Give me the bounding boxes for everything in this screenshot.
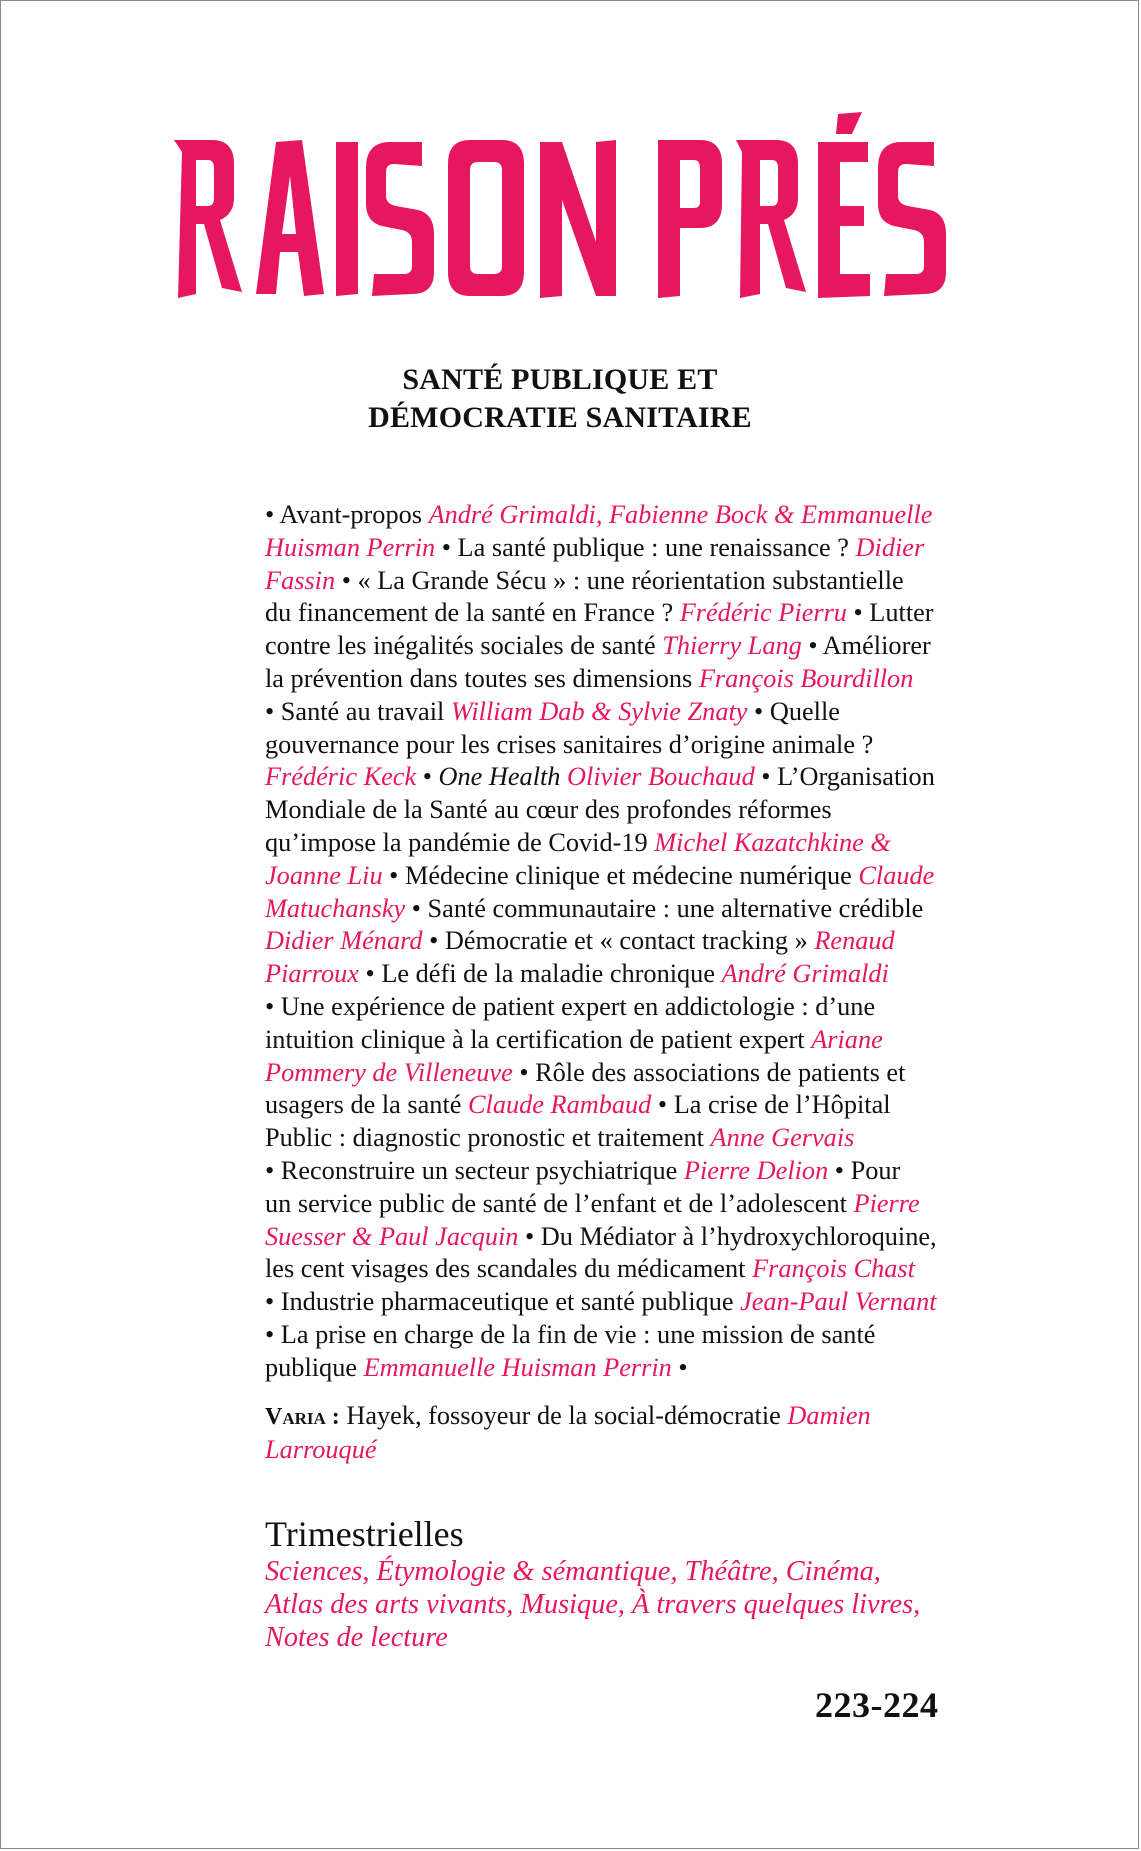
varia-line-2: Larrouqué xyxy=(265,1434,377,1464)
article-text: • Le défi de la maladie chronique xyxy=(358,959,722,989)
contents-line xyxy=(265,860,1025,893)
contents-line xyxy=(265,1319,1025,1352)
article-text: Mondiale de la Santé au cœur des profondes réformes xyxy=(265,795,832,825)
article-text: • Médecine clinique et médecine numérique xyxy=(382,860,859,890)
article-text: • Lutter xyxy=(846,598,934,628)
article-text: • Avant-propos xyxy=(265,500,429,529)
article-author: Pierre Delion xyxy=(683,1155,829,1185)
contents-line xyxy=(265,1188,1025,1221)
article-text: • Quelle xyxy=(747,696,840,726)
article-text: Public : diagnostic pronostic et traitement xyxy=(265,1123,711,1153)
article-text: • La prise en charge de la fin de vie : une mission de santé xyxy=(265,1319,876,1349)
trimestrielles-list xyxy=(265,1556,1065,1654)
article-text: • Une expérience de patient expert en addictologie : d’une xyxy=(265,991,876,1021)
trimestrielles-heading: Trimestrielles xyxy=(265,1514,464,1554)
issue-title-line-2: DÉMOCRATIE SANITAIRE xyxy=(368,401,752,434)
article-text: • La santé publique : une renaissance ? xyxy=(435,532,856,562)
article-text: gouvernance pour les crises sanitaires d’origine animale ? xyxy=(265,729,874,759)
article-author: Olivier Bouchaud xyxy=(567,762,755,792)
article-author: Jean-Paul Vernant xyxy=(740,1287,937,1317)
article-text: la prévention dans toutes ses dimensions xyxy=(265,663,699,693)
article-author: Frédéric Keck xyxy=(265,762,417,792)
article-text: • Reconstruire un secteur psychiatrique xyxy=(265,1155,684,1185)
journal-logo-graphic xyxy=(172,112,972,312)
article-author: Joanne Liu xyxy=(265,860,383,890)
article-author: Suesser & Paul Jacquin xyxy=(265,1221,519,1251)
article-author: Claude Rambaud xyxy=(468,1090,652,1120)
article-author: François Chast xyxy=(752,1254,915,1284)
article-author: Renaud xyxy=(814,926,895,956)
article-text: contre les inégalités sociales de santé xyxy=(265,631,663,661)
article-author: André Grimaldi, Fabienne Bock & Emmanuelle xyxy=(428,500,933,529)
article-text: du financement de la santé en France ? xyxy=(265,598,680,628)
article-author: Emmanuelle Huisman Perrin xyxy=(363,1352,672,1382)
article-text: • Industrie pharmaceutique et santé publique xyxy=(265,1287,741,1317)
article-author: Huisman Perrin xyxy=(265,532,436,562)
contents-line xyxy=(265,1155,1025,1188)
article-text: • « La Grande Sécu » : une réorientation substantielle xyxy=(335,565,904,595)
contents-line xyxy=(265,630,1025,663)
contents-line xyxy=(265,729,1025,762)
contents-line xyxy=(265,696,1025,729)
article-author: Pommery de Villeneuve xyxy=(265,1057,513,1087)
article-text: • L’Organisation xyxy=(754,762,935,792)
contents-line xyxy=(265,499,1025,532)
contents-line xyxy=(265,565,1025,598)
contents-line xyxy=(265,925,1025,958)
article-text: • xyxy=(671,1352,688,1382)
article-text: • Rôle des associations de patients et xyxy=(512,1057,906,1087)
article-author: Matuchansky xyxy=(265,893,406,923)
article-author: Claude xyxy=(858,860,935,890)
contents-line xyxy=(265,958,1025,991)
trimestrielles-line-3: Notes de lecture xyxy=(265,1621,448,1653)
contents-line xyxy=(265,1089,1025,1122)
article-author: Ariane xyxy=(811,1024,883,1054)
varia-section xyxy=(265,1400,1025,1467)
article-text: • Pour xyxy=(828,1155,901,1185)
article-author: Piarroux xyxy=(265,959,359,989)
article-text: • La crise de l’Hôpital xyxy=(651,1090,891,1120)
trimestrielles-line-2: Atlas des arts vivants, Musique, À travers quelques livres, xyxy=(265,1588,921,1620)
contents-line xyxy=(265,1221,1025,1254)
article-author: Fassin xyxy=(265,565,336,595)
journal-logo xyxy=(172,112,972,312)
contents-line xyxy=(265,1024,1025,1057)
article-text: • Démocratie et « contact tracking » xyxy=(422,926,815,956)
contents-line xyxy=(265,893,1025,926)
contents-line xyxy=(265,1057,1025,1090)
article-text: • xyxy=(416,762,439,792)
issue-title-line-1: SANTÉ PUBLIQUE ET xyxy=(402,363,718,396)
varia-text: Hayek, fossoyeur de la social-démocratie xyxy=(339,1401,788,1430)
contents-line xyxy=(265,1122,1025,1155)
contents-line xyxy=(265,1253,1025,1286)
article-text: • Du Médiator à l’hydroxychloroquine, xyxy=(518,1221,937,1251)
contents-line xyxy=(265,663,1025,696)
article-author: William Dab & Sylvie Znaty xyxy=(450,696,748,726)
contents-line xyxy=(265,794,1025,827)
article-author: François Bourdillon xyxy=(698,663,914,693)
article-author: André Grimaldi xyxy=(721,959,889,989)
article-text: intuition clinique à la certification de patient expert xyxy=(265,1024,812,1054)
table-of-contents xyxy=(265,499,1025,1385)
varia-author: Damien xyxy=(787,1401,871,1430)
contents-line xyxy=(265,991,1025,1024)
article-text: les cent visages des scandales du médicament xyxy=(265,1254,753,1284)
contents-line xyxy=(265,827,1025,860)
article-text: qu’impose la pandémie de Covid-19 xyxy=(265,827,655,857)
varia-line-1 xyxy=(265,1400,1025,1434)
trimestrielles-line-1: Sciences, Étymologie & sémantique, Théâtre, Cinéma, xyxy=(265,1556,881,1587)
article-author: Anne Gervais xyxy=(710,1123,855,1153)
article-author: Frédéric Pierru xyxy=(679,598,847,628)
article-title-italic: One Health xyxy=(438,762,561,792)
article-text: usagers de la santé xyxy=(265,1090,468,1120)
article-text: • Santé au travail xyxy=(265,696,451,726)
contents-line xyxy=(265,1286,1025,1319)
article-text: • Améliorer xyxy=(801,631,931,661)
issue-number: 223-224 xyxy=(815,1685,939,1725)
article-author: Didier xyxy=(855,532,925,562)
issue-title xyxy=(150,361,970,437)
article-text: • Santé communautaire : une alternative crédible xyxy=(405,893,924,923)
article-author: Didier Ménard xyxy=(265,926,423,956)
varia-label: Varia : xyxy=(265,1404,340,1430)
article-author: Thierry Lang xyxy=(662,631,802,661)
contents-line xyxy=(265,1352,1025,1385)
contents-line xyxy=(265,761,1025,794)
article-author: Michel Kazatchkine & xyxy=(654,827,891,857)
article-author: Pierre xyxy=(853,1188,920,1218)
contents-line xyxy=(265,532,1025,565)
article-text: publique xyxy=(265,1352,364,1382)
article-text: un service public de santé de l’enfant et de l’adolescent xyxy=(265,1188,854,1218)
contents-line xyxy=(265,597,1025,630)
